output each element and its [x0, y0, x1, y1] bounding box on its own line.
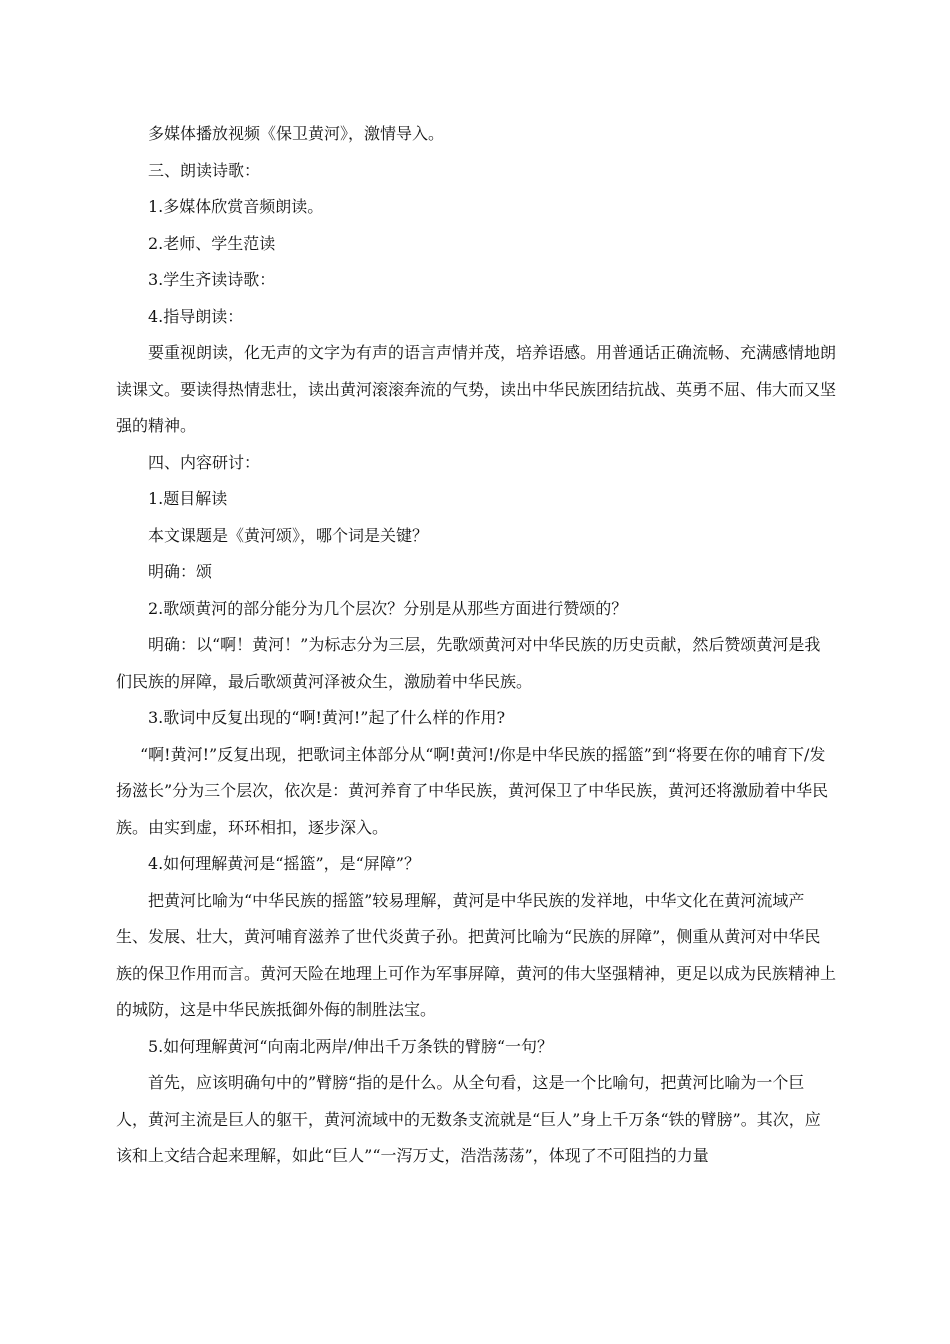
- list-item-title-reading: 1.题目解读: [148, 489, 228, 508]
- question-five: 5.如何理解黄河“向南北两岸/伸出千万条铁的臂膀“一句？: [148, 1036, 554, 1056]
- heading-section-four: 四、内容研讨：: [148, 452, 261, 472]
- list-item-model-reading: 2.老师、学生范读: [148, 233, 276, 253]
- answer-four: 把黄河比喻为“中华民族的摇篮”较易理解，黄河是中华民族的发祥地，中华文化在黄河流域产生、发展、壮大，黄河哺育滋养了世代炎黄子孙。把黄河比喻为“民族的屏障”，侧重从黄河对中华民族的保卫作用而言。黄河天险在地理上可作为军事屏障，黄河的伟大坚强精神，更足以成为民族精神上的城防，这是中华民族抵御外侮的制胜法宝。: [116, 890, 837, 1019]
- answer-five: 首先，应该明确句中的”臂膀“指的是什么。从全句看，这是一个比喻句，把黄河比喻为一个巨人，黄河主流是巨人的躯干，黄河流域中的无数条支流就是“巨人”身上千万条“铁的臂膀”。其次，应该和上文结合起来理解，如此“巨人”“一泻万丈，浩浩荡荡”，体现了不可阻挡的力量: [116, 1073, 821, 1165]
- paragraph-title-answer: 明确：颂: [148, 562, 213, 581]
- document-page: [116, 116, 836, 1175]
- answer-two: 明确：以“啊！黄河！”为标志分为三层，先歌颂黄河对中华民族的历史贡献，然后赞颂黄河是我们民族的屏障，最后歌颂黄河泽被众生，激励着中华民族。: [116, 635, 821, 691]
- question-two: 2.歌颂黄河的部分能分为几个层次？分别是从那些方面进行赞颂的？: [148, 598, 628, 618]
- list-item-guided-reading: 4.指导朗读：: [148, 306, 244, 326]
- answer-three: “啊!黄河!”反复出现，把歌词主体部分从“啊!黄河!/你是中华民族的摇篮”到“将要在你的哺育下/发扬滋长”分为三个层次，依次是：黄河养育了中华民族，黄河保卫了中华民族，黄河还将激励着中华民族。由实到虚，环环相扣，逐步深入。: [116, 744, 829, 837]
- paragraph-video-intro: 多媒体播放视频《保卫黄河》，激情导入。: [148, 124, 445, 143]
- paragraph-reading-guidance: 要重视朗读，化无声的文字为有声的语言声情并茂，培养语感。用普通话正确流畅、充满感情地朗读课文。要读得热情悲壮，读出黄河滚滚奔流的气势，读出中华民族团结抗战、英勇不屈、伟大而又坚强的精神。: [116, 343, 837, 435]
- list-item-audio: 1.多媒体欣赏音频朗读。: [148, 197, 324, 216]
- question-four: 4.如何理解黄河是“摇篮”，是“屏障”？: [148, 854, 420, 873]
- list-item-group-reading: 3.学生齐读诗歌：: [148, 270, 276, 289]
- heading-section-three: 三、朗读诗歌：: [148, 160, 261, 180]
- question-three: 3.歌词中反复出现的“啊!黄河!”起了什么样的作用?: [148, 708, 506, 727]
- paragraph-title-question: 本文课题是《黄河颂》，哪个词是关键？: [148, 525, 429, 545]
